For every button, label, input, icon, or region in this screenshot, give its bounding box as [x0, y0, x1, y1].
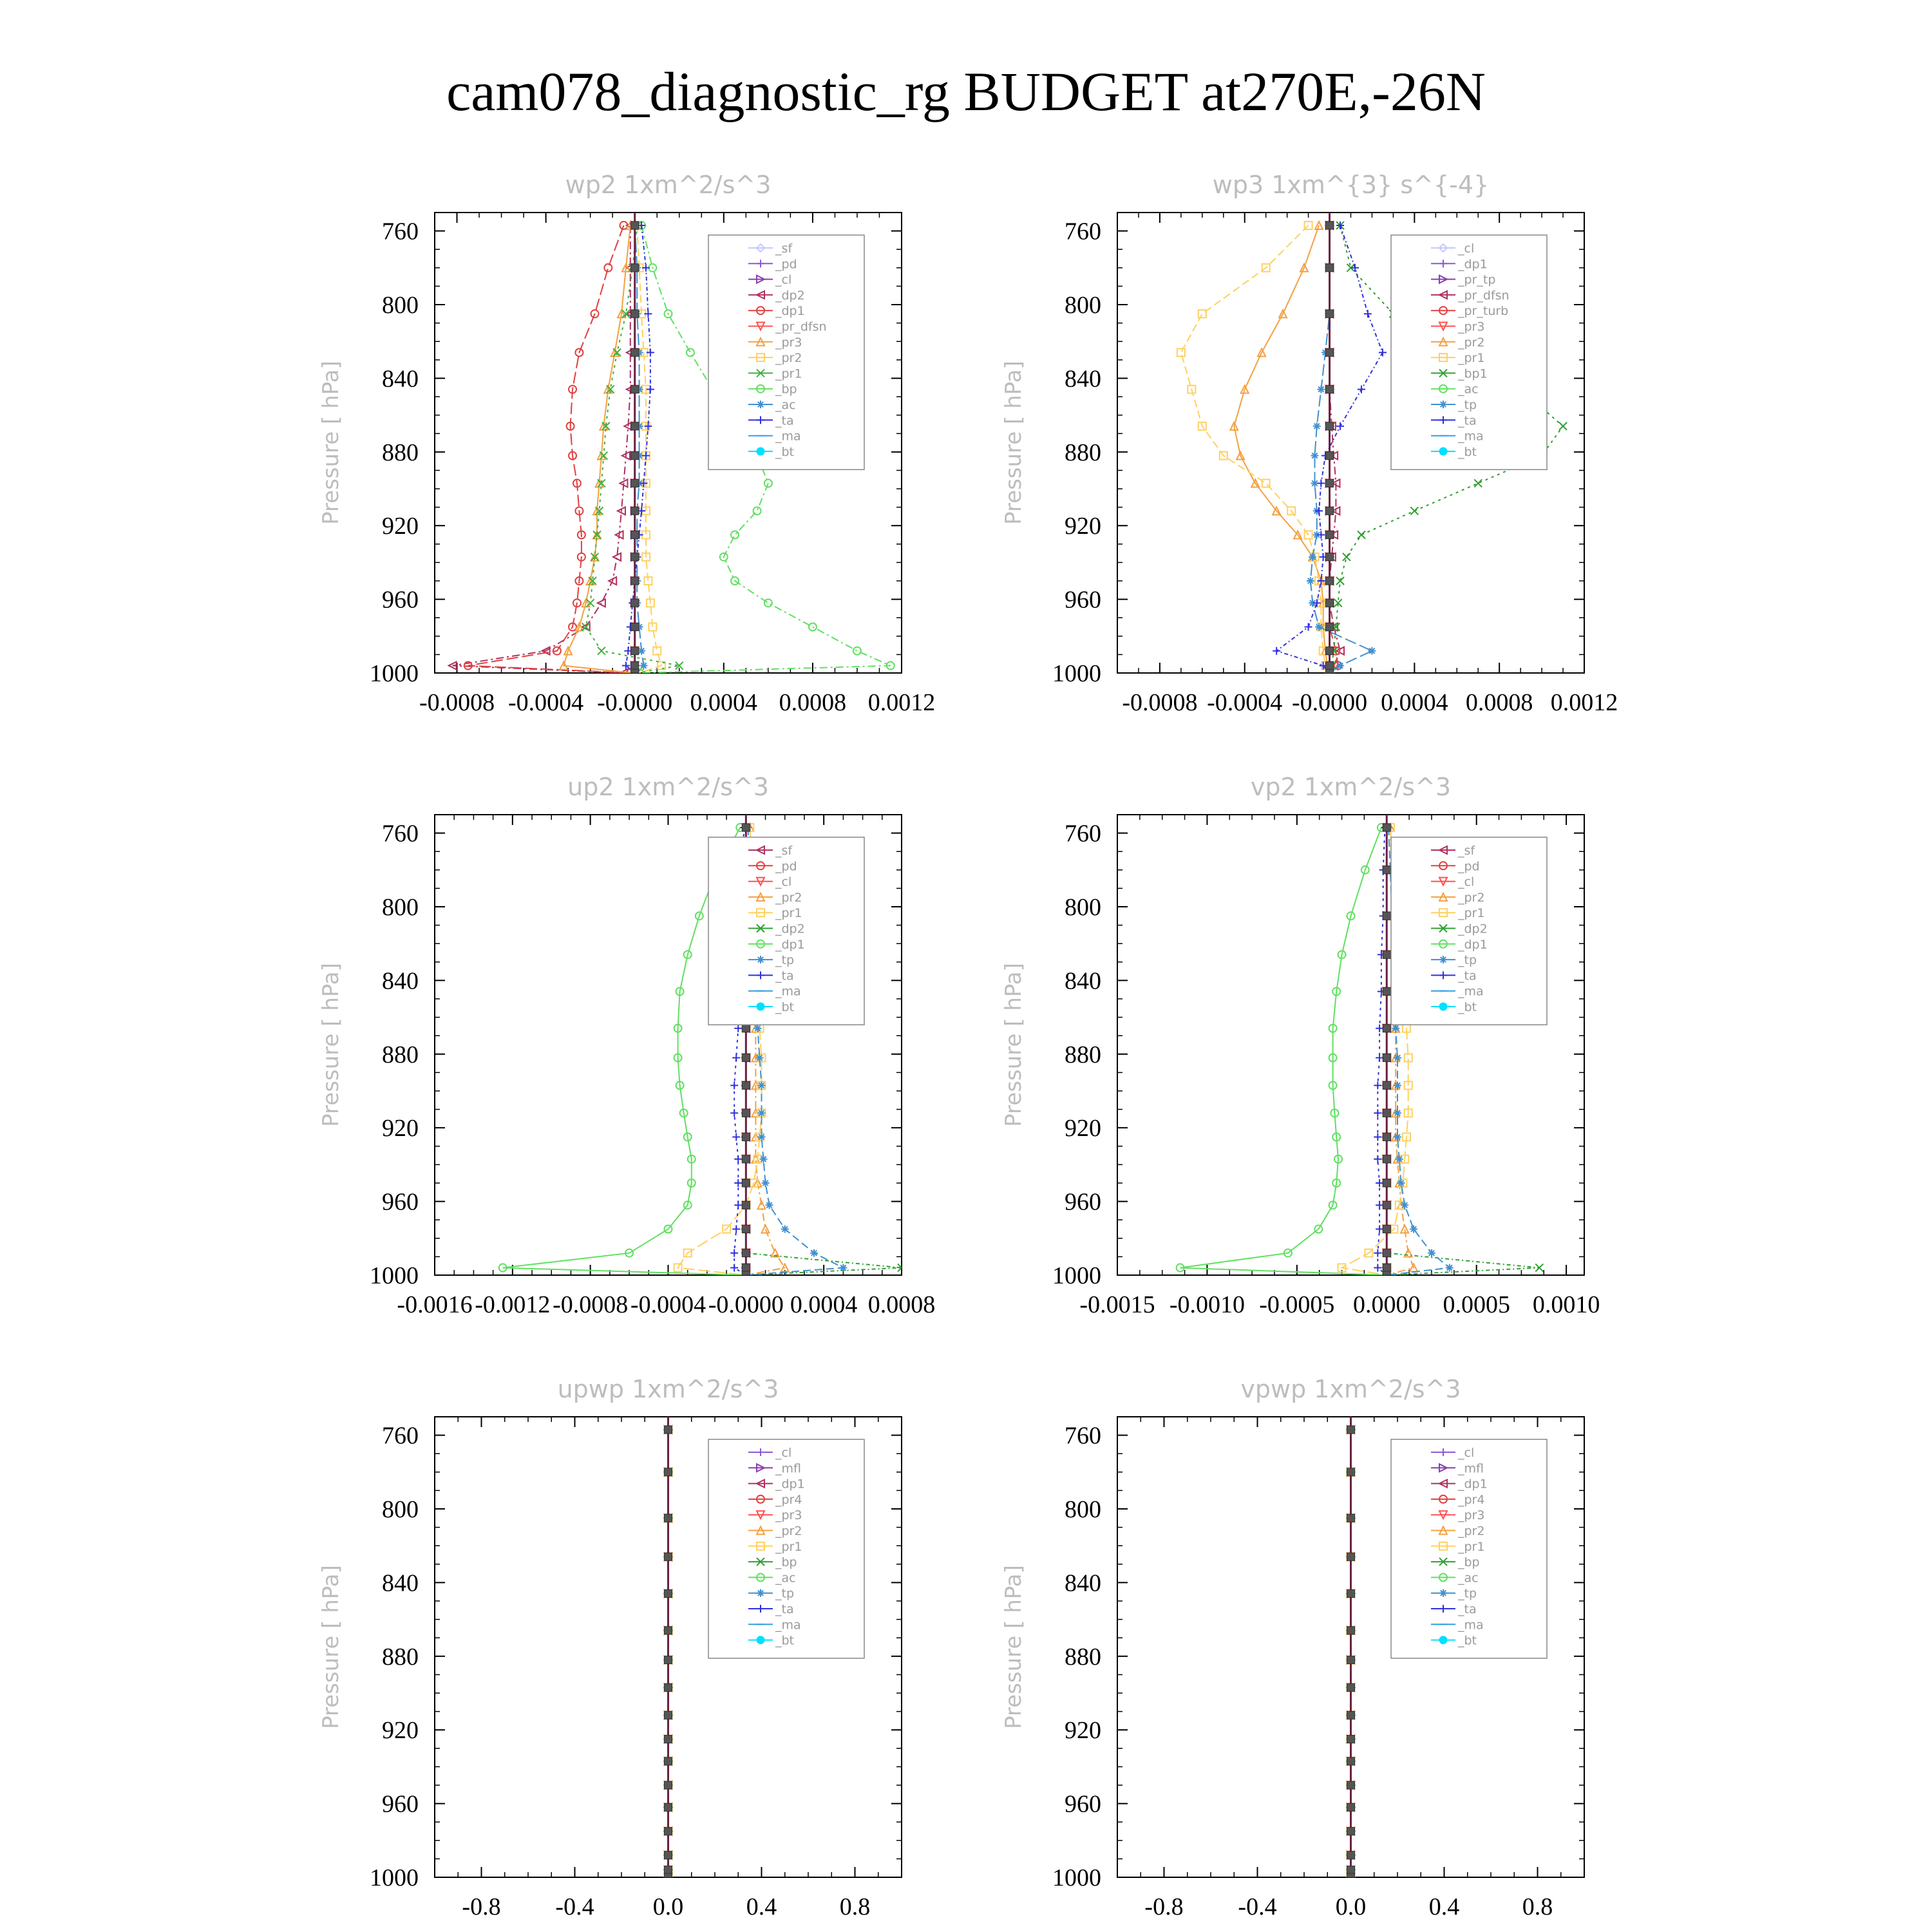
- residual-marker: [1326, 669, 1334, 677]
- chart-title: vpwp 1xm^2/s^3: [1240, 1375, 1461, 1403]
- legend: [708, 837, 864, 1025]
- series-line-dp1: [468, 225, 630, 673]
- legend-label: _dp1: [775, 1477, 805, 1492]
- figure-title: cam078_diagnostic_rg BUDGET at270E,-26N: [446, 61, 1486, 122]
- legend-label: _ta: [775, 1602, 794, 1616]
- legend-label: _pr2: [775, 1524, 802, 1539]
- residual-marker: [1383, 1264, 1390, 1272]
- y-tick-label: 920: [1065, 513, 1101, 540]
- residual-marker: [1326, 264, 1334, 272]
- x-tick-label: -0.4: [555, 1893, 594, 1920]
- legend-label: _tp: [1458, 953, 1477, 968]
- legend-label: _pr3: [775, 335, 802, 350]
- residual-marker: [665, 1553, 672, 1560]
- residual-marker: [1347, 1803, 1355, 1811]
- residual-marker: [742, 824, 750, 831]
- residual-marker: [1383, 1271, 1390, 1279]
- chart-panel-4: [318, 1375, 902, 1920]
- residual-marker: [665, 1590, 672, 1598]
- x-tick-label: 0.4: [746, 1893, 777, 1920]
- residual-marker: [631, 479, 639, 487]
- residual-marker: [631, 577, 639, 585]
- legend: [1391, 235, 1547, 469]
- residual-marker: [665, 1711, 672, 1719]
- residual-marker: [1383, 1025, 1390, 1032]
- legend-label: _ma: [1458, 1618, 1484, 1633]
- residual-marker: [1383, 1109, 1390, 1117]
- residual-marker: [1347, 1656, 1355, 1664]
- residual-marker: [1326, 553, 1334, 561]
- residual-marker: [742, 1226, 750, 1233]
- y-tick-label: 1000: [370, 1262, 419, 1289]
- x-tick-label: -0.0012: [475, 1291, 551, 1318]
- y-tick-label: 800: [1065, 1496, 1101, 1523]
- residual-marker: [742, 1201, 750, 1209]
- x-tick-label: -0.0008: [553, 1291, 629, 1318]
- residual-marker: [631, 599, 639, 607]
- chart-panel-2: [318, 773, 935, 1318]
- legend-label: _pr2: [1458, 335, 1485, 350]
- y-tick-label: 1000: [1052, 660, 1101, 687]
- x-tick-label: 0.0012: [1550, 689, 1618, 716]
- legend-label: _dp2: [775, 922, 805, 936]
- legend-label: _bt: [1458, 1000, 1477, 1014]
- residual-marker: [1383, 1133, 1390, 1141]
- residual-marker: [1347, 1627, 1355, 1634]
- series-markers-ta: [1374, 824, 1390, 1279]
- legend-label: _ta: [1458, 413, 1477, 428]
- chart-title: upwp 1xm^2/s^3: [557, 1375, 779, 1403]
- x-tick-label: -0.8: [462, 1893, 501, 1920]
- y-tick-label: 920: [382, 1115, 419, 1142]
- residual-marker: [665, 1627, 672, 1634]
- y-tick-label: 800: [1065, 292, 1101, 319]
- residual-marker: [1326, 577, 1334, 585]
- residual-marker: [742, 1179, 750, 1187]
- y-tick-label: 800: [382, 1496, 419, 1523]
- y-tick-label: 760: [382, 218, 419, 245]
- residual-marker: [631, 264, 639, 272]
- y-tick-label: 920: [1065, 1115, 1101, 1142]
- legend-label: _ma: [775, 984, 801, 999]
- residual-marker: [742, 1054, 750, 1062]
- residual-marker: [1383, 1249, 1390, 1257]
- residual-marker: [631, 662, 639, 670]
- chart-panel-1: [1001, 171, 1618, 716]
- y-tick-label: 760: [1065, 1422, 1101, 1450]
- legend-label: _ma: [775, 429, 801, 444]
- chart-panel-0: [318, 171, 935, 716]
- x-tick-label: -0.8: [1144, 1893, 1184, 1920]
- residual-marker: [742, 1081, 750, 1089]
- residual-marker: [665, 1656, 672, 1664]
- residual-marker: [631, 422, 639, 430]
- residual-marker: [742, 1264, 750, 1272]
- legend-label: _dp1: [1458, 1477, 1488, 1492]
- residual-marker: [1383, 1226, 1390, 1233]
- residual-marker: [665, 1873, 672, 1881]
- y-tick-label: 800: [382, 292, 419, 319]
- legend-label: _bp: [1458, 1555, 1480, 1570]
- x-tick-label: -0.0008: [419, 689, 495, 716]
- legend-label: _bt: [1458, 1633, 1477, 1648]
- series-markers-tp: [1307, 222, 1376, 677]
- residual-marker: [665, 1426, 672, 1434]
- residual-marker: [631, 669, 639, 677]
- x-tick-label: 0.0004: [790, 1291, 858, 1318]
- y-tick-label: 1000: [370, 660, 419, 687]
- y-tick-label: 920: [382, 513, 419, 540]
- x-tick-label: 0.8: [839, 1893, 871, 1920]
- y-tick-label: 840: [382, 1569, 419, 1597]
- x-tick-label: -0.0004: [630, 1291, 706, 1318]
- residual-marker: [1347, 1736, 1355, 1743]
- chart-title: up2 1xm^2/s^3: [567, 773, 769, 801]
- legend-label: _ta: [1458, 1602, 1477, 1616]
- legend-label: _pr1: [775, 366, 802, 381]
- legend-label: _pr4: [775, 1492, 802, 1507]
- residual-marker: [1347, 1553, 1355, 1560]
- legend-label: _cl: [1458, 242, 1475, 256]
- residual-marker: [1383, 1179, 1390, 1187]
- residual-marker: [1326, 422, 1334, 430]
- legend: [708, 1439, 864, 1658]
- x-tick-label: -0.4: [1238, 1893, 1277, 1920]
- legend-label: _ac: [1458, 1571, 1479, 1586]
- legend-label: _dp1: [1458, 937, 1488, 952]
- residual-marker: [631, 348, 639, 356]
- legend-label: _cl: [775, 875, 792, 889]
- y-axis-label: Pressure [ hPa]: [1001, 1565, 1027, 1729]
- legend-label: _dp1: [775, 937, 805, 952]
- legend-label: _cl: [775, 1446, 792, 1460]
- series-markers-pr_dfsn: [1326, 222, 1344, 677]
- residual-marker: [1347, 1590, 1355, 1598]
- legend-label: _bt: [775, 1000, 795, 1014]
- x-tick-label: -0.0000: [708, 1291, 784, 1318]
- y-tick-label: 1000: [1052, 1262, 1101, 1289]
- legend-label: _bp1: [1458, 366, 1488, 381]
- y-tick-label: 760: [1065, 218, 1101, 245]
- legend-label: _pr_dfsn: [775, 319, 827, 334]
- x-tick-label: 0.0010: [1532, 1291, 1600, 1318]
- residual-marker: [1326, 647, 1334, 655]
- series-markers-dp2: [449, 222, 634, 677]
- y-tick-label: 1000: [370, 1864, 419, 1891]
- residual-marker: [742, 1249, 750, 1257]
- y-tick-label: 960: [382, 1790, 419, 1818]
- residual-marker: [665, 1803, 672, 1811]
- legend-label: _pr3: [775, 1508, 802, 1523]
- x-tick-label: -0.0000: [1291, 689, 1368, 716]
- x-tick-label: 0.0: [1335, 1893, 1367, 1920]
- y-tick-label: 880: [1065, 1041, 1101, 1068]
- residual-marker: [1326, 662, 1334, 670]
- legend-label: _dp1: [1458, 257, 1488, 272]
- y-tick-label: 840: [382, 967, 419, 995]
- series-markers-ta: [622, 222, 654, 677]
- legend-label: _tp: [775, 953, 795, 968]
- residual-marker: [1326, 507, 1334, 515]
- legend-label: _ac: [775, 398, 796, 412]
- y-tick-label: 880: [382, 1643, 419, 1671]
- x-tick-label: 0.0008: [1465, 689, 1533, 716]
- residual-marker: [665, 1683, 672, 1691]
- chart-title: vp2 1xm^2/s^3: [1250, 773, 1452, 801]
- legend-label: _sf: [1458, 844, 1475, 858]
- x-tick-label: 0.0004: [1381, 689, 1448, 716]
- legend-label: _pr2: [1458, 1524, 1485, 1539]
- legend-label: _tp: [775, 1586, 795, 1601]
- residual-marker: [1347, 1426, 1355, 1434]
- legend-label: _pr1: [775, 1539, 802, 1554]
- legend-label: _dp1: [775, 304, 805, 319]
- residual-marker: [742, 1155, 750, 1163]
- y-tick-label: 760: [382, 1422, 419, 1450]
- chart-title: wp2 1xm^2/s^3: [565, 171, 772, 199]
- residual-marker: [1347, 1873, 1355, 1881]
- residual-marker: [631, 452, 639, 460]
- series-line-pr1: [1181, 225, 1330, 673]
- legend-label: _pr_turb: [1458, 304, 1509, 319]
- residual-marker: [1347, 1468, 1355, 1476]
- residual-marker: [665, 1852, 672, 1859]
- legend-label: _pr1: [1458, 906, 1485, 921]
- y-tick-label: 1000: [1052, 1864, 1101, 1891]
- legend-label: _pd: [1458, 859, 1480, 874]
- legend-label: _pr3: [1458, 1508, 1485, 1523]
- y-tick-label: 840: [382, 365, 419, 393]
- legend-label: _pd: [775, 257, 797, 272]
- residual-marker: [742, 1133, 750, 1141]
- x-tick-label: 0.8: [1522, 1893, 1553, 1920]
- residual-marker: [1347, 1852, 1355, 1859]
- x-tick-label: 0.0008: [779, 689, 847, 716]
- legend-label: _pr_tp: [1458, 272, 1496, 287]
- residual-marker: [1347, 1866, 1355, 1874]
- legend-label: _pr_dfsn: [1458, 288, 1510, 303]
- residual-marker: [1383, 824, 1390, 831]
- residual-marker: [1326, 222, 1334, 229]
- residual-marker: [631, 647, 639, 655]
- legend-label: _ma: [775, 1618, 801, 1633]
- x-tick-label: -0.0000: [597, 689, 673, 716]
- legend: [708, 235, 864, 469]
- y-tick-label: 960: [1065, 1790, 1101, 1818]
- x-tick-label: 0.0005: [1443, 1291, 1510, 1318]
- y-axis-label: Pressure [ hPa]: [1001, 361, 1027, 525]
- legend-label: _pd: [775, 859, 797, 874]
- y-tick-label: 960: [1065, 586, 1101, 614]
- legend-label: _bt: [775, 1633, 795, 1648]
- series-line-dp1: [1180, 828, 1387, 1275]
- legend-label: _pr2: [775, 351, 802, 366]
- series-markers-dp1: [464, 222, 634, 677]
- legend-label: _cl: [1458, 1446, 1475, 1460]
- residual-marker: [665, 1757, 672, 1765]
- legend-label: _ma: [1458, 984, 1484, 999]
- y-tick-label: 880: [382, 439, 419, 466]
- y-tick-label: 880: [1065, 439, 1101, 466]
- y-axis-label: Pressure [ hPa]: [318, 361, 344, 525]
- legend-label: _bt: [1458, 444, 1477, 459]
- legend-label: _tp: [1458, 1586, 1477, 1601]
- y-tick-label: 760: [1065, 820, 1101, 848]
- residual-marker: [1383, 866, 1390, 874]
- residual-marker: [1383, 1201, 1390, 1209]
- y-axis-label: Pressure [ hPa]: [318, 963, 344, 1127]
- residual-marker: [631, 507, 639, 515]
- y-tick-label: 920: [1065, 1717, 1101, 1745]
- residual-marker: [742, 1025, 750, 1032]
- x-tick-label: -0.0010: [1169, 1291, 1245, 1318]
- legend: [1391, 837, 1547, 1025]
- legend-label: _ta: [1458, 969, 1477, 983]
- legend-label: _mfl: [775, 1461, 801, 1476]
- residual-marker: [742, 1109, 750, 1117]
- residual-marker: [1347, 1514, 1355, 1522]
- legend-label: _bp: [775, 1555, 797, 1570]
- residual-marker: [665, 1866, 672, 1874]
- residual-marker: [665, 1736, 672, 1743]
- legend-label: _bt: [775, 444, 795, 459]
- legend-label: _dp2: [775, 288, 805, 303]
- x-tick-label: -0.0008: [1122, 689, 1198, 716]
- legend-label: _sf: [775, 844, 793, 858]
- x-tick-label: -0.0016: [397, 1291, 473, 1318]
- legend-label: _ac: [1458, 382, 1479, 397]
- y-tick-label: 840: [1065, 365, 1101, 393]
- legend-label: _dp2: [1458, 922, 1488, 936]
- residual-marker: [1347, 1683, 1355, 1691]
- y-tick-label: 880: [382, 1041, 419, 1068]
- y-axis-label: Pressure [ hPa]: [318, 1565, 344, 1729]
- legend-label: _ta: [775, 969, 794, 983]
- residual-marker: [631, 531, 639, 539]
- residual-marker: [665, 1828, 672, 1835]
- residual-marker: [665, 1468, 672, 1476]
- residual-marker: [631, 553, 639, 561]
- residual-marker: [631, 222, 639, 229]
- residual-marker: [1347, 1757, 1355, 1765]
- legend-label: _tp: [1458, 398, 1477, 412]
- legend-label: _pr2: [775, 890, 802, 905]
- chart-panel-5: [1001, 1375, 1584, 1920]
- legend-label: _ma: [1458, 429, 1484, 444]
- x-tick-label: -0.0015: [1079, 1291, 1155, 1318]
- residual-marker: [631, 310, 639, 317]
- legend-label: _cl: [1458, 875, 1475, 889]
- legend-label: _pr2: [1458, 890, 1485, 905]
- legend-label: _sf: [775, 242, 793, 256]
- x-tick-label: 0.0004: [690, 689, 758, 716]
- legend-label: _pr3: [1458, 319, 1485, 334]
- residual-marker: [1347, 1711, 1355, 1719]
- residual-marker: [1383, 988, 1390, 996]
- residual-marker: [1347, 1781, 1355, 1789]
- series-markers-pr_turb: [1326, 222, 1342, 677]
- series-markers-pr1: [1177, 222, 1334, 677]
- x-tick-label: -0.0004: [508, 689, 584, 716]
- y-tick-label: 960: [382, 1188, 419, 1216]
- series-markers-pr2: [1230, 222, 1333, 677]
- residual-marker: [1383, 1054, 1390, 1062]
- legend: [1391, 1439, 1547, 1658]
- residual-marker: [631, 386, 639, 393]
- legend-label: _pr4: [1458, 1492, 1485, 1507]
- residual-marker: [1383, 1155, 1390, 1163]
- residual-marker: [1326, 531, 1334, 539]
- legend-label: _bp: [775, 382, 797, 397]
- y-tick-label: 800: [1065, 894, 1101, 921]
- residual-marker: [742, 1271, 750, 1279]
- residual-marker: [1383, 912, 1390, 920]
- y-tick-label: 800: [382, 894, 419, 921]
- residual-marker: [1383, 951, 1390, 958]
- x-tick-label: 0.0: [652, 1893, 684, 1920]
- y-tick-label: 960: [1065, 1188, 1101, 1216]
- x-tick-label: 0.0008: [867, 1291, 936, 1318]
- legend-label: _pr1: [1458, 1539, 1485, 1554]
- residual-marker: [1326, 599, 1334, 607]
- x-tick-label: 0.4: [1428, 1893, 1460, 1920]
- series-line-pr2: [637, 225, 661, 673]
- residual-marker: [665, 1514, 672, 1522]
- chart-panel-3: [1001, 773, 1600, 1318]
- y-axis-label: Pressure [ hPa]: [1001, 963, 1027, 1127]
- residual-marker: [1383, 1081, 1390, 1089]
- residual-marker: [1326, 348, 1334, 356]
- y-tick-label: 840: [1065, 967, 1101, 995]
- legend-label: _pr1: [1458, 351, 1485, 366]
- y-tick-label: 920: [382, 1717, 419, 1745]
- chart-title: wp3 1xm^{3} s^{-4}: [1212, 171, 1490, 199]
- x-tick-label: -0.0005: [1259, 1291, 1335, 1318]
- x-tick-label: 0.0012: [867, 689, 936, 716]
- residual-marker: [1326, 310, 1334, 317]
- residual-marker: [1326, 479, 1334, 487]
- legend-label: _ac: [775, 1571, 796, 1586]
- y-tick-label: 760: [382, 820, 419, 848]
- legend-label: _ta: [775, 413, 794, 428]
- y-tick-label: 960: [382, 586, 419, 614]
- legend-label: _pr1: [775, 906, 802, 921]
- residual-marker: [665, 1781, 672, 1789]
- legend-label: _cl: [775, 272, 792, 287]
- y-tick-label: 880: [1065, 1643, 1101, 1671]
- residual-marker: [1347, 1828, 1355, 1835]
- residual-marker: [1326, 452, 1334, 460]
- residual-marker: [1326, 386, 1334, 393]
- y-tick-label: 840: [1065, 1569, 1101, 1597]
- residual-marker: [1326, 623, 1334, 631]
- x-tick-label: 0.0000: [1353, 1291, 1421, 1318]
- x-tick-label: -0.0004: [1207, 689, 1283, 716]
- residual-marker: [631, 623, 639, 631]
- legend-label: _mfl: [1458, 1461, 1484, 1476]
